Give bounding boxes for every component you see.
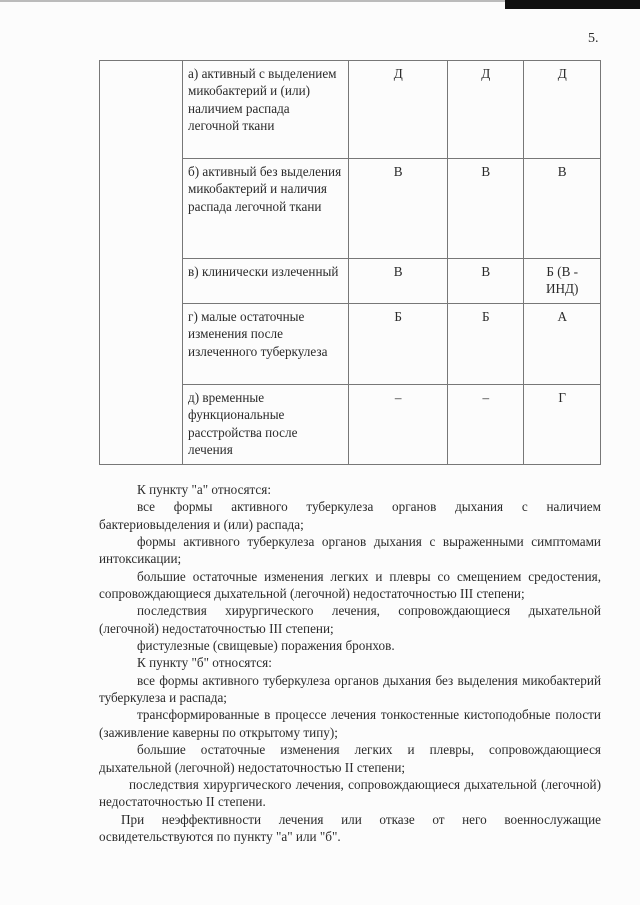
cell-value: Б (В - ИНД) bbox=[524, 259, 601, 304]
page-number: 5. bbox=[588, 31, 599, 46]
cell-value: Б bbox=[448, 304, 524, 385]
cell-value: Д bbox=[349, 61, 448, 159]
cell-value: В bbox=[349, 159, 448, 259]
cell-value: Д bbox=[524, 61, 601, 159]
cell-value: В bbox=[349, 259, 448, 304]
paragraph: большие остаточные изменения легких и плевры со смещением средостения, сопровождающиеся дыхательной (легочной) недостаточностью III степени; bbox=[99, 568, 601, 602]
table-row bbox=[100, 61, 601, 159]
paragraph: последствия хирургического лечения, сопровождающиеся дыхательной (легочной) недостаточностью II степени. bbox=[99, 776, 601, 810]
row-label: в) клинически излеченный bbox=[183, 259, 349, 304]
paragraph-heading-b: К пункту "б" относятся: bbox=[137, 655, 272, 671]
paragraph: формы активного туберкулеза органов дыхания с выраженными симптомами интоксикации; bbox=[99, 534, 601, 567]
scan-edge bbox=[0, 0, 505, 2]
cell-value: Д bbox=[448, 61, 524, 159]
paragraph: все формы активного туберкулеза органов дыхания без выделения микобактерий туберкулеза и распада; bbox=[99, 672, 601, 706]
empty-cell bbox=[100, 61, 183, 465]
cell-value: А bbox=[524, 304, 601, 385]
cell-value: Г bbox=[524, 385, 601, 465]
paragraph: последствия хирургического лечения, сопровождающиеся дыхательной (легочной) недостаточностью III степени; bbox=[99, 603, 601, 636]
row-label: б) активный без выделения микобактерий и наличия распада легочной ткани bbox=[183, 159, 349, 259]
paragraph-heading-a: К пункту "а" относятся: bbox=[137, 482, 272, 497]
body-text bbox=[99, 481, 601, 845]
cell-value: – bbox=[349, 385, 448, 465]
paragraph: все формы активного туберкулеза органов дыхания с наличием бактериовыделения и (или) распада; bbox=[99, 499, 601, 532]
cell-value: В bbox=[448, 159, 524, 259]
cell-value: В bbox=[448, 259, 524, 304]
paragraph: большие остаточные изменения легких и плевры, сопровождающиеся дыхательной (легочной) недостаточностью II степени; bbox=[99, 742, 601, 775]
paragraph: При неэффективности лечения или отказе от него военнослужащие освидетельствуются по пункту "а" или "б". bbox=[99, 811, 601, 844]
cell-value: В bbox=[524, 159, 601, 259]
row-label: г) малые остаточные изменения после излеченного туберкулеза bbox=[183, 304, 349, 385]
scan-artifact-bar bbox=[505, 0, 640, 9]
paragraph: трансформированные в процессе лечения тонкостенные кистоподобные полости (заживление каверны по открытому типу); bbox=[99, 707, 601, 740]
row-label: д) временные функциональные расстройства после лечения bbox=[183, 385, 349, 465]
cell-value: Б bbox=[349, 304, 448, 385]
category-table bbox=[99, 60, 601, 465]
cell-value: – bbox=[448, 385, 524, 465]
row-label: а) активный с выделением микобактерий и (или) наличием распада легочной ткани bbox=[183, 61, 349, 159]
paragraph: фистулезные (свищевые) поражения бронхов. bbox=[137, 638, 395, 654]
